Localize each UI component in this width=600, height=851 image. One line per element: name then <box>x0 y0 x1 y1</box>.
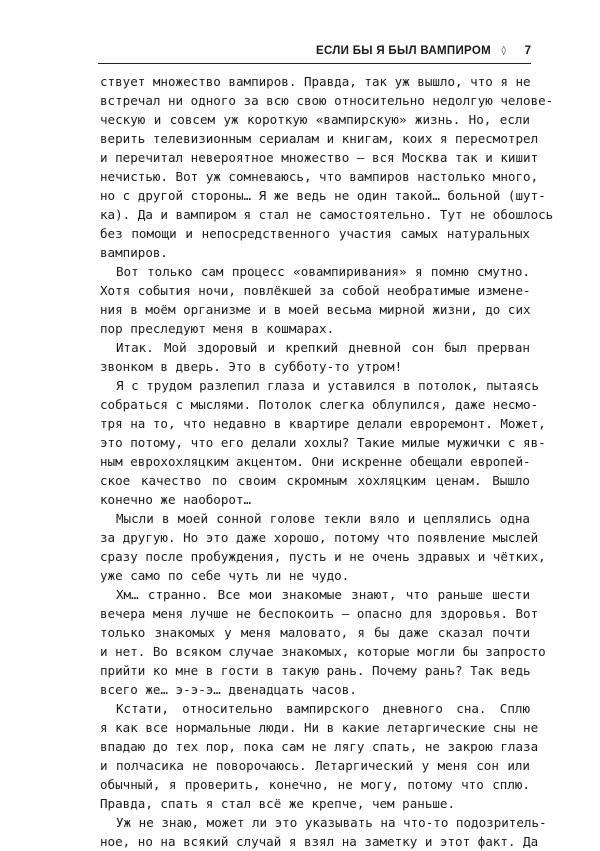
text-line: Итак. Мой здоровый и крепкий дневной сон был прерван <box>116 340 530 355</box>
text-line: Кстати, относительно вампирского дневного сна. Сплю <box>116 701 530 716</box>
text-line: Я с трудом разлепил глаза и уставился в потолок, пытаясь <box>116 378 540 393</box>
text-line: верить телевизионным сериалам и книгам, коих я пересмотрел <box>100 131 539 146</box>
text-line: Хотя события ночи, повлёкшей за собой необратимые измене- <box>100 283 531 298</box>
header-rule <box>98 63 531 64</box>
paragraph <box>100 813 547 851</box>
text-line: Уж не знаю, может ли это указывать на что-то подозритель- <box>116 815 547 830</box>
paragraph <box>100 509 546 585</box>
text-line: за другую. Но это даже хорошо, потому что появление мыслей <box>100 530 539 545</box>
text-line: обычный, я проверить, конечно, не могу, потому что сплю. <box>100 777 530 792</box>
text-line: без помощи и непосредственного участия самых натуральных <box>100 226 530 241</box>
text-line: собраться с мыслями. Потолок слегка облупился, даже несмо- <box>100 397 539 412</box>
text-line: вечера меня лучше не беспокоить — опасно для здоровья. Вот <box>100 606 539 621</box>
running-header-title: ЕСЛИ БЫ Я БЫЛ ВАМПИРОМ <box>316 45 491 57</box>
text-line: ствует множество вампиров. Правда, так уж вышло, что я не <box>100 74 531 89</box>
text-line: встречал ни одного за всю свою относительно недолгую челове- <box>100 93 554 108</box>
text-line: нечистью. Вот уж сомневаюсь, что вампиров настолько много, <box>100 169 539 184</box>
text-line: вампиров. <box>100 245 168 260</box>
text-line: Хм… странно. Все мои знакомые знают, что раньше шести <box>116 587 530 602</box>
paragraph <box>100 72 554 262</box>
text-line: пор преследуют меня в кошмарах. <box>100 321 335 336</box>
text-line: конечно же наоборот… <box>100 492 252 507</box>
text-line: только знакомых у меня маловато, я бы даже сказал почти <box>100 625 530 640</box>
text-line: и нет. Во всяком случае знакомых, которые могли бы запросто <box>100 644 546 659</box>
text-line: прийти ко мне в гости в такую рань. Почему рань? Так ведь <box>100 663 531 678</box>
paragraph <box>100 585 546 699</box>
paragraph <box>100 376 546 509</box>
text-line: ное, но на всякий случай я взял на заметку и этот факт. Да <box>100 834 539 849</box>
text-line: ка). Да и вампиром я стал не самостоятельно. Тут не обошлось <box>100 207 554 222</box>
text-line: но с другой стороны… Я же ведь не один такой… больной (шут- <box>100 188 546 203</box>
text-line: тря на то, что недавно в квартире делали евроремонт. Может, <box>100 416 546 431</box>
text-line: впадаю до тех пор, пока сам не лягу спать, не закрою глаза <box>100 739 539 754</box>
text-line: и полчасика не поворочаюсь. Летаргический у меня сон или <box>100 758 530 773</box>
diamond-separator-icon: ◊ <box>501 46 506 56</box>
text-line: ния в моём организме и в моей весьма мирной жизни, до сих <box>100 302 531 317</box>
body-text <box>100 72 554 851</box>
text-line: ское качество по своим скромным хохляцким ценам. Вышло <box>100 473 530 488</box>
text-line: Правда, спать я стал всё же крепче, чем раньше. <box>100 796 456 811</box>
text-line: всего же… э-э-э… двенадцать часов. <box>100 682 357 697</box>
text-line: Мысли в моей сонной голове текли вяло и цеплялись одна <box>116 511 530 526</box>
text-line: звонком в дверь. Это в субботу-то утром! <box>100 359 403 374</box>
page-number: 7 <box>524 45 531 57</box>
running-header <box>0 43 531 59</box>
text-line: уже само по себе чуть ли не чудо. <box>100 568 350 583</box>
paragraph <box>100 699 539 813</box>
paragraph <box>100 262 530 338</box>
text-line: ческую и совсем уж короткую «вампирскую» жизнь. Но, если <box>100 112 530 127</box>
text-line: это потому, что его делали хохлы? Такие милые мужички с яв- <box>100 435 546 450</box>
text-line: я как все нормальные люди. Ни в какие летаргические сны не <box>100 720 539 735</box>
text-line: Вот только сам процесс «овампиривания» я помню смутно. <box>116 264 530 279</box>
text-line: и перечитал невероятное множество — вся Москва так и кишит <box>100 150 539 165</box>
paragraph <box>100 338 530 376</box>
text-line: сразу после пробуждения, пусть и не очень здравых и чётких, <box>100 549 546 564</box>
text-line: ным еврохохляцким акцентом. Они искренне обещали европей- <box>100 454 531 469</box>
